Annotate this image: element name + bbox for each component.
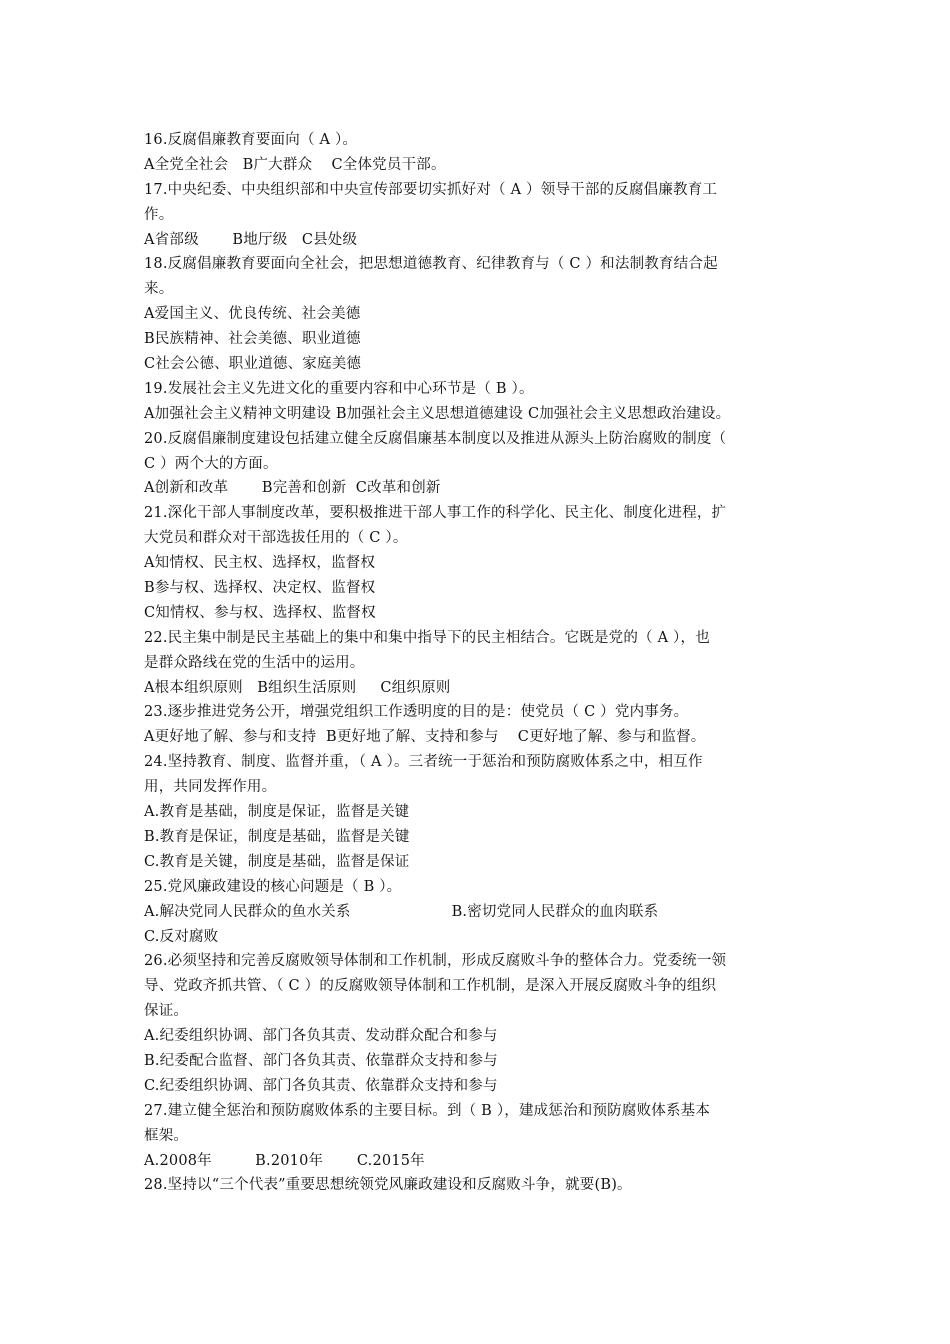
text-line: B.纪委配合监督、部门各负其责、依靠群众支持和参与 (144, 1052, 498, 1069)
text-line: A加强社会主义精神文明建设 B加强社会主义思想道德建设 C加强社会主义思想政治建设。 (144, 405, 731, 422)
text-line: 28.坚持以“三个代表”重要思想统领党风廉政建设和反腐败斗争，就要(B)。 (144, 1177, 632, 1194)
text-line: A知情权、民主权、选择权，监督权 (144, 555, 376, 572)
text-line: 是群众路线在党的生活中的运用。 (144, 654, 365, 671)
text-line: 来。 (144, 281, 174, 298)
text-line: 27.建立健全惩治和预防腐败体系的主要目标。到（ B ），建成惩治和预防腐败体系基本 (144, 1102, 711, 1119)
text-line: A创新和改革 B完善和创新 C改革和创新 (144, 480, 441, 497)
text-line: A.解决党同人民群众的鱼水关系 B.密切党同人民群众的血肉联系 (144, 903, 659, 920)
text-line: C.反对腐败 (144, 928, 219, 945)
text-line: A.2008年 B.2010年 C.2015年 (144, 1152, 425, 1169)
text-line: A爱国主义、优良传统、社会美德 (144, 306, 361, 323)
text-line: 26.必须坚持和完善反腐败领导体制和工作机制，形成反腐败斗争的整体合力。党委统一领 (144, 953, 727, 970)
text-line: 用，共同发挥作用。 (144, 779, 277, 796)
text-line: 保证。 (144, 1003, 189, 1020)
text-line: B参与权、选择权、决定权、监督权 (144, 580, 376, 597)
text-line: 框架。 (144, 1127, 189, 1144)
text-line: A根本组织原则 B组织生活原则 C组织原则 (144, 679, 451, 696)
text-line: 20.反腐倡廉制度建设包括建立健全反腐倡廉基本制度以及推进从源头上防治腐败的制度（ (144, 430, 727, 447)
text-line: B.教育是保证，制度是基础，监督是关键 (144, 828, 410, 845)
text-line: 21.深化干部人事制度改革，要积极推进干部人事工作的科学化、民主化、制度化进程，扩 (144, 505, 727, 522)
text-line: 25.党风廉政建设的核心问题是（ B ）。 (144, 878, 402, 895)
text-line: C ）两个大的方面。 (144, 455, 278, 472)
text-line: 24.坚持教育、制度、监督并重，（ A ）。三者统一于惩治和预防腐败体系之中，相互作 (144, 754, 703, 771)
text-line: A.纪委组织协调、部门各负其责、发动群众配合和参与 (144, 1028, 498, 1045)
text-line: 大党员和群众对干部选拔任用的（ C ）。 (144, 530, 408, 547)
text-line: A省部级 B地厅级 C县处级 (144, 231, 358, 248)
text-line: A更好地了解、参与和支持 B更好地了解、支持和参与 C更好地了解、参与和监督。 (144, 729, 706, 746)
document-page (144, 128, 812, 1198)
text-line: C知情权、参与权、选择权、监督权 (144, 604, 376, 621)
text-line: 16.反腐倡廉教育要面向（ A ）。 (144, 132, 358, 148)
text-line: 19.发展社会主义先进文化的重要内容和中心环节是（ B ）。 (144, 380, 534, 397)
text-line: 导、党政齐抓共管、（ C ）的反腐败领导体制和工作机制，是深入开展反腐败斗争的组织 (144, 978, 717, 995)
text-line: A全党全社会 B广大群众 C全体党员干部。 (144, 156, 446, 173)
text-line: C.纪委组织协调、部门各负其责、依靠群众支持和参与 (144, 1077, 498, 1094)
text-line: 18.反腐倡廉教育要面向全社会，把思想道德教育、纪律教育与（ C ）和法制教育结合起 (144, 256, 718, 273)
text-line: C社会公德、职业道德、家庭美德 (144, 356, 362, 373)
text-line: A.教育是基础，制度是保证，监督是关键 (144, 804, 410, 821)
text-line: C.教育是关键，制度是基础，监督是保证 (144, 853, 410, 870)
text-line: 作。 (144, 206, 174, 223)
text-line: B民族精神、社会美德、职业道德 (144, 331, 361, 348)
text-line: 22.民主集中制是民主基础上的集中和集中指导下的民主相结合。它既是党的（ A ），也 (144, 629, 710, 646)
text-line: 23.逐步推进党务公开，增强党组织工作透明度的目的是：使党员（ C ）党内事务。 (144, 704, 689, 721)
text-line: 17.中央纪委、中央组织部和中央宣传部要切实抓好对（ A ）领导干部的反腐倡廉教育工 (144, 181, 718, 198)
